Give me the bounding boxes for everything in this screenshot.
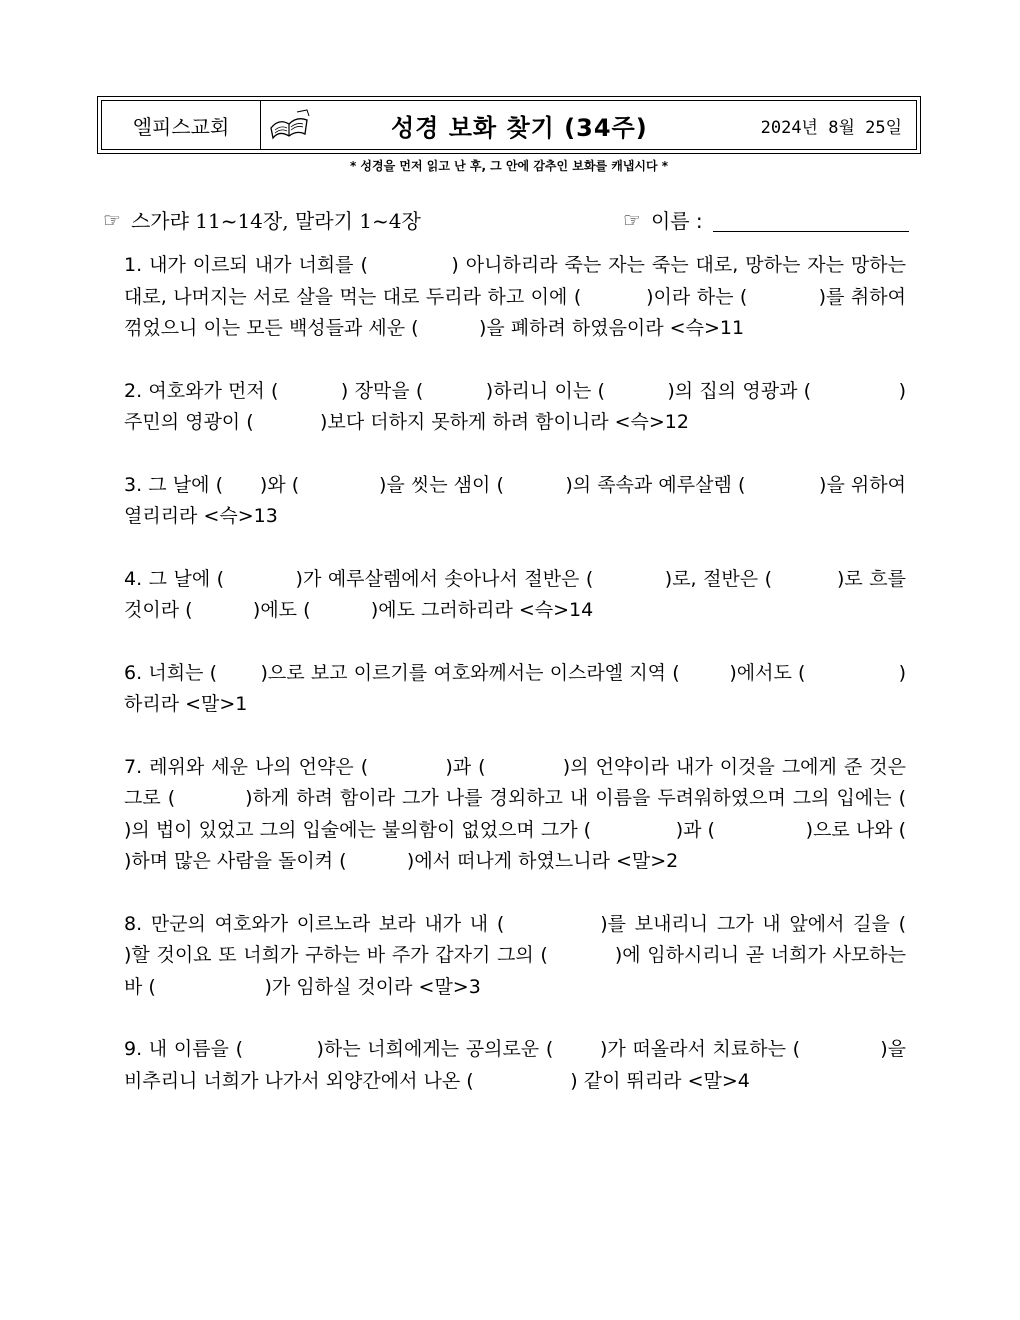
name-input-line[interactable] [713,207,909,232]
range-row [103,205,923,239]
header-inner [101,100,917,150]
question-2: 2. 여호와가 먼저 ( ) 장막을 ( )하리니 이는 ( )의 집의 영광과 ( ) 주민의 영광이 ( )보다 더하지 못하게 하려 함이니라 <슥>12 [124,379,913,433]
question-1: 1. 내가 이르되 내가 너희를 ( ) 아니하리라 죽는 자는 죽는 대로, 망하는 자는 망하는 대로, 나머지는 서로 살을 먹는 대로 두리라 하고 이에 ( )이라 하는 ( )를 취하여 꺾었으니 이는 모든 백성들과 세운 ( )을 폐하려 하였음이라 <슥>11 [124,254,913,339]
question-4: 4. 그 날에 ( )가 예루살렘에서 솟아나서 절반은 ( )로, 절반은 ( )로 흐를 것이라 ( )에도 ( )에도 그러하리라 <슥>14 [124,567,913,621]
name-area [623,205,909,234]
instruction-note: * 성경을 먼저 읽고 난 후, 그 안에 감추인 보화를 캐냅시다 * [349,159,669,173]
reading-range-text: 스가랴 11~14장, 말라기 1~4장 [130,209,421,233]
church-name: 엘피스교회 [102,101,261,149]
question-3: 3. 그 날에 ( )와 ( )을 씻는 샘이 ( )의 족속과 예루살렘 ( )을 위하여 열리리라 <슥>13 [124,473,913,527]
date-text: 2024년 8월 25일 [760,117,902,138]
question-8: 8. 만군의 여호와가 이르노라 보라 내가 내 ( )를 보내리니 그가 내 앞에서 길을 ( )할 것이요 또 너희가 구하는 바 주가 갑자기 그의 ( )에 임하시리니 곧 너희가 사모하는 바 ( )가 임하실 것이라 <말>3 [124,912,973,998]
pointing-hand-icon: ☞ [623,207,641,232]
reading-range [103,205,421,234]
page-title: 성경 보화 찾기 (34주) [391,113,648,142]
pointing-hand-icon: ☞ [103,207,121,232]
question-7: 7. 레위와 세운 나의 언약은 ( )과 ( )의 언약이라 내가 이것을 그에게 준 것은 그로 ( )하게 하려 함이라 그가 나를 경외하고 내 이름을 두려워하였으며 그의 입에는 ( )의 법이 있었고 그의 입술에는 불의함이 없었으며 그가 ( )과 ( )으로 나와 ( )하며 많은 사람을 돌이켜 ( )에서 떠나게 하였느니라 <말>2 [124,755,967,872]
open-book-icon [261,101,317,149]
name-label: 이름 : [650,209,703,233]
question-6: 6. 너희는 ( )으로 보고 이르기를 여호와께서는 이스라엘 지역 ( )에서도 ( ) 하리라 <말>1 [124,661,913,715]
question-list [124,250,973,1128]
header-box [97,96,921,154]
question-9: 9. 내 이름을 ( )하는 너희에게는 공의로운 ( )가 떠올라서 치료하는 ( )을 비추리니 너희가 나가서 외양간에서 나온 ( ) 같이 뛰리라 <말>4 [124,1038,913,1092]
